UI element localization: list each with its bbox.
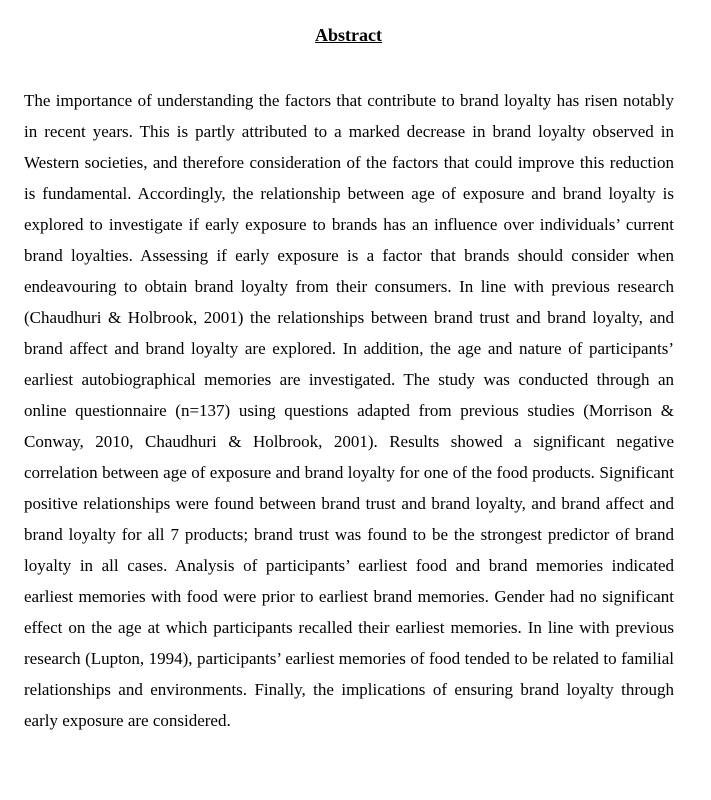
abstract-heading: Abstract: [315, 25, 382, 45]
abstract-paragraph: The importance of understanding the factors that contribute to brand loyalty has risen notably in recent years. This is partly attributed to a marked decrease in brand loyalty observed in Western societies, and therefore consideration of the factors that could improve this reduction is fundamental. Accordingly, the relationship between age of exposure and brand loyalty is explored to investigate if early exposure to brands has an influence over individuals’ current brand loyalties. Assessing if early exposure is a factor that brands should consider when endeavouring to obtain brand loyalty from their consumers. In line with previous research (Chaudhuri & Holbrook, 2001) the relationships between brand trust and brand loyalty, and brand affect and brand loyalty are explored. In addition, the age and nature of participants’ earliest autobiographical memories are investigated. The study was conducted through an online questionnaire (n=137) using questions adapted from previous studies (Morrison & Conway, 2010, Chaudhuri & Holbrook, 2001). Results showed a significant negative correlation between age of exposure and brand loyalty for one of the food products. Significant positive relationships were found between brand trust and brand loyalty, and brand affect and brand loyalty for all 7 products; brand trust was found to be the strongest predictor of brand loyalty in all cases. Analysis of participants’ earliest food and brand memories indicated earliest memories with food were prior to earliest brand memories. Gender had no significant effect on the age at which participants recalled their earliest memories. In line with previous research (Lupton, 1994), participants’ earliest memories of food tended to be related to familial relationships and environments. Finally, the implications of ensuring brand loyalty through early exposure are considered.: [24, 91, 674, 730]
